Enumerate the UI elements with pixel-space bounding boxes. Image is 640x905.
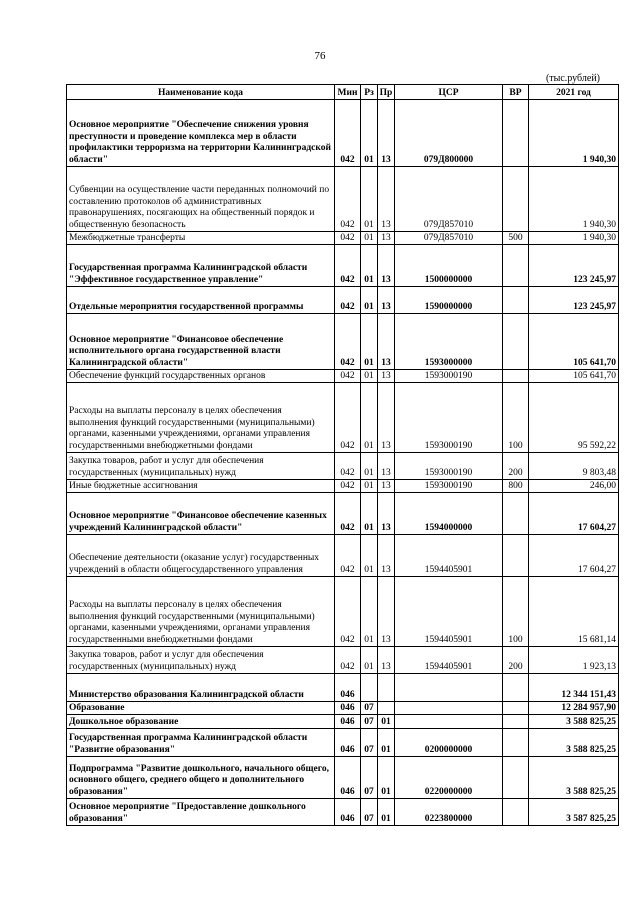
row-pr: 01 [378,757,395,799]
table-row [67,729,619,757]
table-row [67,100,619,167]
table-row [67,370,619,383]
table-row [67,383,619,453]
row-name: Расходы на выплаты персоналу в целях обеспечения выполнения функций государственными (муниципальными) органами, казенными учреждениями, органами управления государственными внебюджетными фондами [67,577,335,647]
row-pr: 13 [378,577,395,647]
table-row [67,245,619,287]
row-rz: 01 [361,383,378,453]
row-rz: 01 [361,493,378,535]
table-header-row [67,85,619,100]
row-name: Иные бюджетные ассигнования [67,480,335,493]
row-rz: 01 [361,647,378,674]
table-row [67,799,619,826]
row-min: 042 [335,453,361,480]
row-amount: 123 245,97 [529,287,619,314]
header-vr: ВР [503,85,529,100]
units-label: (тыс.рублей) [545,73,600,84]
row-rz: 07 [361,757,378,799]
row-pr: 13 [378,493,395,535]
row-name: Субвенции на осуществление части переданных полномочий по составлению протоколов об административных правонарушениях, посягающих на общественный порядок и общественную безопасность [67,167,335,232]
row-amount: 12 344 151,43 [529,674,619,702]
row-rz [361,674,378,702]
row-pr: 13 [378,100,395,167]
table-row [67,493,619,535]
row-amount: 9 803,48 [529,453,619,480]
row-vr: 100 [503,577,529,647]
row-amount: 1 940,30 [529,232,619,245]
row-name: Основное мероприятие "Финансовое обеспечение исполнительного органа государственной власти Калининградской области" [67,314,335,370]
row-amount: 105 641,70 [529,314,619,370]
row-csr: 1500000000 [395,245,503,287]
row-vr [503,245,529,287]
row-rz: 01 [361,535,378,577]
row-rz: 01 [361,453,378,480]
row-amount: 1 940,30 [529,167,619,232]
row-min: 046 [335,702,361,715]
table-row [67,314,619,370]
header-csr: ЦСР [395,85,503,100]
row-rz: 01 [361,370,378,383]
table-row [67,287,619,314]
header-name: Наименование кода [67,85,335,100]
row-name: Отдельные мероприятия государственной программы [67,287,335,314]
row-vr [503,167,529,232]
row-pr: 13 [378,453,395,480]
header-pr: Пр [378,85,395,100]
row-rz: 01 [361,314,378,370]
row-min: 042 [335,287,361,314]
row-csr: 0220000000 [395,757,503,799]
row-vr [503,287,529,314]
row-csr: 1593000000 [395,314,503,370]
table-row [67,480,619,493]
row-csr: 1594405901 [395,577,503,647]
table-row [67,674,619,702]
row-pr: 13 [378,383,395,453]
row-csr: 1594000000 [395,493,503,535]
row-amount: 17 604,27 [529,493,619,535]
row-vr [503,535,529,577]
row-vr [503,493,529,535]
table-row [67,577,619,647]
row-vr [503,729,529,757]
row-pr: 13 [378,167,395,232]
row-csr: 1594405901 [395,535,503,577]
row-csr [395,674,503,702]
table-row [67,715,619,729]
row-name: Обеспечение функций государственных органов [67,370,335,383]
row-csr: 1590000000 [395,287,503,314]
row-min: 046 [335,757,361,799]
row-vr: 800 [503,480,529,493]
row-min: 042 [335,535,361,577]
row-rz: 01 [361,232,378,245]
row-min: 042 [335,370,361,383]
row-min: 046 [335,799,361,826]
row-vr [503,370,529,383]
row-name: Закупка товаров, работ и услуг для обеспечения государственных (муниципальных) нужд [67,647,335,674]
row-min: 042 [335,314,361,370]
row-rz: 07 [361,715,378,729]
row-csr: 1594405901 [395,647,503,674]
table-row [67,453,619,480]
row-name: Министерство образования Калининградской области [67,674,335,702]
row-vr [503,702,529,715]
row-pr [378,702,395,715]
row-min: 042 [335,100,361,167]
row-min: 046 [335,715,361,729]
row-csr: 079Д857010 [395,232,503,245]
row-min: 042 [335,383,361,453]
row-vr [503,799,529,826]
row-name: Расходы на выплаты персоналу в целях обеспечения выполнения функций государственными (муниципальными) органами, казенными учреждениями, органами управления государственными внебюджетными фондами [67,383,335,453]
table-row [67,232,619,245]
budget-table [66,84,619,826]
row-amount: 3 587 825,25 [529,799,619,826]
row-pr: 13 [378,287,395,314]
row-name: Основное мероприятие "Обеспечение снижения уровня преступности и проведение комплекса мер в области профилактики терроризма на территории Калининградской области" [67,100,335,167]
row-name: Государственная программа Калининградской области "Развитие образования" [67,729,335,757]
row-name: Государственная программа Калининградской области "Эффективное государственное управление" [67,245,335,287]
row-rz: 07 [361,702,378,715]
row-vr [503,100,529,167]
header-year: 2021 год [529,85,619,100]
page-number: 76 [314,50,326,62]
row-vr: 100 [503,383,529,453]
row-csr: 079Д800000 [395,100,503,167]
row-amount: 246,00 [529,480,619,493]
row-rz: 01 [361,287,378,314]
row-vr [503,757,529,799]
table-row [67,757,619,799]
row-vr: 500 [503,232,529,245]
row-vr: 200 [503,453,529,480]
row-name: Закупка товаров, работ и услуг для обеспечения государственных (муниципальных) нужд [67,453,335,480]
row-amount: 1 923,13 [529,647,619,674]
row-min: 046 [335,674,361,702]
row-min: 042 [335,167,361,232]
row-csr [395,702,503,715]
row-name: Основное мероприятие "Финансовое обеспечение казенных учреждений Калининградской области" [67,493,335,535]
row-pr: 13 [378,480,395,493]
row-csr: 1593000190 [395,370,503,383]
row-csr: 1593000190 [395,383,503,453]
row-min: 042 [335,493,361,535]
row-amount: 17 604,27 [529,535,619,577]
row-name: Основное мероприятие "Предоставление дошкольного образования" [67,799,335,826]
row-rz: 01 [361,100,378,167]
row-pr: 13 [378,232,395,245]
row-amount: 105 641,70 [529,370,619,383]
row-csr: 1593000190 [395,480,503,493]
row-rz: 01 [361,480,378,493]
row-amount: 123 245,97 [529,245,619,287]
row-pr: 01 [378,715,395,729]
row-amount: 3 588 825,25 [529,757,619,799]
row-rz: 01 [361,577,378,647]
row-pr: 13 [378,535,395,577]
table-row [67,647,619,674]
row-name: Дошкольное образование [67,715,335,729]
row-min: 042 [335,480,361,493]
row-pr: 13 [378,314,395,370]
row-name: Образование [67,702,335,715]
row-rz: 07 [361,799,378,826]
table-row [67,702,619,715]
row-csr: 0200000000 [395,729,503,757]
row-pr: 13 [378,647,395,674]
row-amount: 3 588 825,25 [529,729,619,757]
row-pr: 01 [378,729,395,757]
row-min: 042 [335,232,361,245]
row-rz: 07 [361,729,378,757]
row-vr [503,715,529,729]
row-min: 042 [335,577,361,647]
row-amount: 15 681,14 [529,577,619,647]
row-rz: 01 [361,167,378,232]
header-min: Мин [335,85,361,100]
row-csr: 079Д857010 [395,167,503,232]
row-vr [503,314,529,370]
row-csr [395,715,503,729]
row-csr: 1593000190 [395,453,503,480]
table-row [67,535,619,577]
row-amount: 1 940,30 [529,100,619,167]
row-pr: 01 [378,799,395,826]
row-rz: 01 [361,245,378,287]
row-pr [378,674,395,702]
row-pr: 13 [378,245,395,287]
row-name: Межбюджетные трансферты [67,232,335,245]
row-amount: 95 592,22 [529,383,619,453]
row-vr: 200 [503,647,529,674]
row-vr [503,674,529,702]
row-pr: 13 [378,370,395,383]
row-min: 042 [335,647,361,674]
row-name: Подпрограмма "Развитие дошкольного, начального общего, основного общего, среднего общего и дополнительного образования" [67,757,335,799]
row-name: Обеспечение деятельности (оказание услуг) государственных учреждений в области общегосударственного управления [67,535,335,577]
row-csr: 0223800000 [395,799,503,826]
row-min: 046 [335,729,361,757]
header-rz: Рз [361,85,378,100]
row-amount: 12 284 957,90 [529,702,619,715]
row-min: 042 [335,245,361,287]
row-amount: 3 588 825,25 [529,715,619,729]
table-row [67,167,619,232]
